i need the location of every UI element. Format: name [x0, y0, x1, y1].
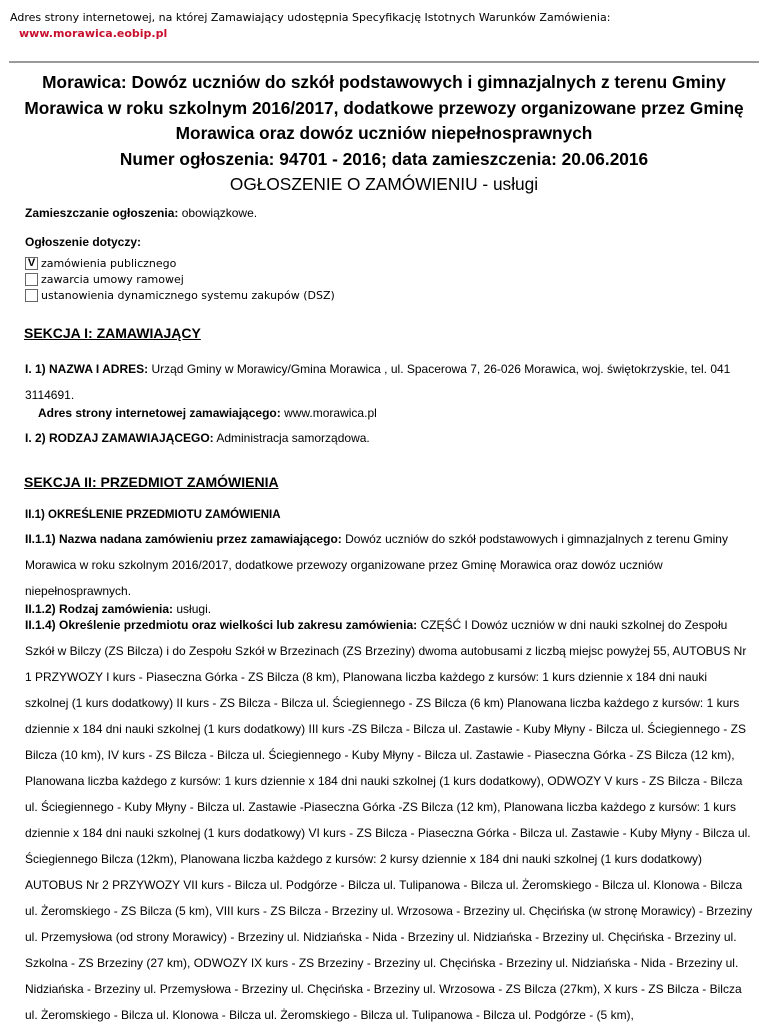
placement-value: obowiązkowe. [181, 206, 258, 220]
placement-row [25, 206, 257, 220]
order-kind-value: usługi. [176, 602, 212, 616]
option-dsz [25, 288, 335, 302]
order-description-paragraph [25, 612, 753, 1028]
contracting-authority-name [25, 362, 730, 376]
name-address-value: Urząd Gminy w Morawicy/Gmina Morawica , ul. Spacerowa 7, 26-026 Morawica, woj. świętokrzyskie, tel. 041 [151, 362, 731, 376]
section-2-heading: SEKCJA II: PRZEDMIOT ZAMÓWIENIA [24, 474, 279, 490]
header-divider [9, 61, 759, 63]
authority-type-row [25, 431, 370, 445]
order-kind-label: II.1.2) Rodzaj zamówienia: [25, 602, 174, 616]
concerns-label: Ogłoszenie dotyczy: [25, 235, 142, 249]
option-public-procurement [25, 256, 176, 270]
subject-definition-heading: II.1) OKREŚLENIE PRZEDMIOTU ZAMÓWIENIA [25, 509, 281, 521]
placement-label: Zamieszczanie ogłoszenia: [25, 206, 179, 220]
order-name-label: II.1.1) Nazwa nadana zamówieniu przez zamawiającego: [25, 532, 342, 546]
order-name-paragraph [25, 526, 753, 604]
option-framework-agreement [25, 272, 184, 286]
option-label: ustanowienia dynamicznego systemu zakupów (DSZ) [41, 288, 335, 302]
siwz-link[interactable]: www.morawica.eobip.pl [19, 27, 168, 40]
name-address-label: I. 1) NAZWA I ADRES: [25, 362, 149, 376]
notice-subtitle: OGŁOSZENIE O ZAMÓWIENIU - usługi [229, 174, 539, 194]
website-value: www.morawica.pl [284, 406, 377, 420]
title-line-3: Morawica oraz dowóz uczniów niepełnosprawnych [175, 123, 593, 143]
siwz-address-note: Adres strony internetowej, na której Zamawiający udostępnia Specyfikację Istotnych Warunków Zamówienia: [10, 11, 611, 24]
phone-continuation: 3114691. [25, 388, 75, 402]
authority-type-value: Administracja samorządowa. [216, 431, 370, 445]
authority-website-row [38, 406, 377, 420]
order-name-value: Dowóz uczniów do szkół podstawowych i gimnazjalnych z terenu Gminy Morawica w roku szkolnym 2016/2017, dodatkowe przewozy organizowane przez Gminę Morawica oraz dowóz uczniów niepełnosprawnych. [25, 532, 728, 598]
checkbox-checked: V [25, 257, 38, 270]
authority-type-label: I. 2) RODZAJ ZAMAWIAJĄCEGO: [25, 431, 214, 445]
title-line-2: Morawica w roku szkolnym 2016/2017, dodatkowe przewozy organizowane przez Gminę [24, 97, 744, 118]
order-description-value: CZĘŚĆ I Dowóz uczniów w dni nauki szkolnej do Zespołu Szkół w Bilczy (ZS Bilcza) i do Zespołu Szkół w Brzezinach (ZS Brzeziny) dwoma autobusami z liczbą miejsc powyżej 55, AUTOBUS Nr 1 PRZYWOZY I kurs - Piaseczna Górka - ZS Bilcza (8 km), Planowana liczba każdego z kursów: 1 kurs dziennie x 184 dni nauki szkolnej (1 kurs dodatkowy) II kurs - ZS Bilcza - Bilcza ul. Ściegiennego - ZS Bilcza (6 km) Planowana liczba każdego z kursów: 1 kurs dziennie x 184 dni nauki szkolnej (1 kurs dodatkowy) III kurs -ZS Bilcza - Bilcza ul. Zastawie - Kuby Młyny - Bilcza ul. Ściegiennego - ZS Bilcza (10 km), IV kurs - ZS Bilcza - Bilcza ul. Ściegiennego - Kuby Młyny - Bilcza ul. Zastawie - Piaseczna Górka - ZS Bilcza (12 km), Planowana liczba każdego z kursów: 1 kurs dziennie x 184 dni nauki szkolnej (1 kurs dodatkowy), ODWOZY V kurs - ZS Bilcza - Bilcza ul. Ściegiennego - Kuby Młyny - Bilcza ul. Zastawie -Piaseczna Górka -ZS Bilcza (12 km), Planowana liczba każdego z kursów: 1 kurs dziennie x 184 dni nauki szkolnej (1 kurs dodatkowy) VI kurs - ZS Bilcza - Piaseczna Górka - Bilcza ul. Zastawie - Kuby Młyny - Bilcza ul. Ściegiennego Bilcza (12km), Planowana liczba każdego z kursów: 2 kursy dziennie x 184 dni nauki szkolnej (1 kurs dodatkowy) AUTOBUS Nr 2 PRZYWOZY VII kurs - Bilcza ul. Podgórze - Bilcza ul. Tulipanowa - Bilcza ul. Żeromskiego - Bilcza ul. Klonowa - Bilcza ul. Żeromskiego - ZS Bilcza (5 km), VIII kurs - ZS Bilcza - Brzeziny ul. Wrzosowa - Brzeziny ul. Chęcińska (w stronę Morawicy) - Brzeziny ul. Przemysłowa (od strony Morawicy) - Brzeziny ul. Nidziańska - Nida - Brzeziny ul. Nidziańska - Brzeziny ul. Chęcińska - Brzeziny ul. Szkolna - ZS Brzeziny (27 km), ODWOZY IX kurs - ZS Brzeziny - Brzeziny ul. Chęcińska - Brzeziny ul. Nidziańska - Nida - Brzeziny ul. Nidziańska - Brzeziny ul. Przemysłowa - Brzeziny ul. Chęcińska - Brzeziny ul. Wrzosowa - ZS Bilcza (27km), X kurs - ZS Bilcza - Bilcza ul. Żeromskiego - Bilcza ul. Klonowa - Bilcza ul. Żeromskiego - Bilcza ul. Tulipanowa - Bilcza ul. Podgórze - (5 km), [25, 618, 753, 1022]
section-1-heading: SEKCJA I: ZAMAWIAJĄCY [24, 325, 201, 341]
notice-number: Numer ogłoszenia: 94701 - 2016; data zamieszczenia: 20.06.2016 [119, 148, 649, 169]
website-label: Adres strony internetowej zamawiającego: [38, 406, 281, 420]
notice-title [14, 70, 754, 198]
order-description-label: II.1.4) Określenie przedmiotu oraz wielkości lub zakresu zamówienia: [25, 618, 418, 632]
checkbox-unchecked [25, 273, 38, 286]
option-label: zawarcia umowy ramowej [41, 272, 184, 286]
title-line-1: Morawica: Dowóz uczniów do szkół podstawowych i gimnazjalnych z terenu Gminy [42, 72, 726, 92]
option-label: zamówienia publicznego [41, 256, 177, 270]
checkbox-unchecked [25, 289, 38, 302]
